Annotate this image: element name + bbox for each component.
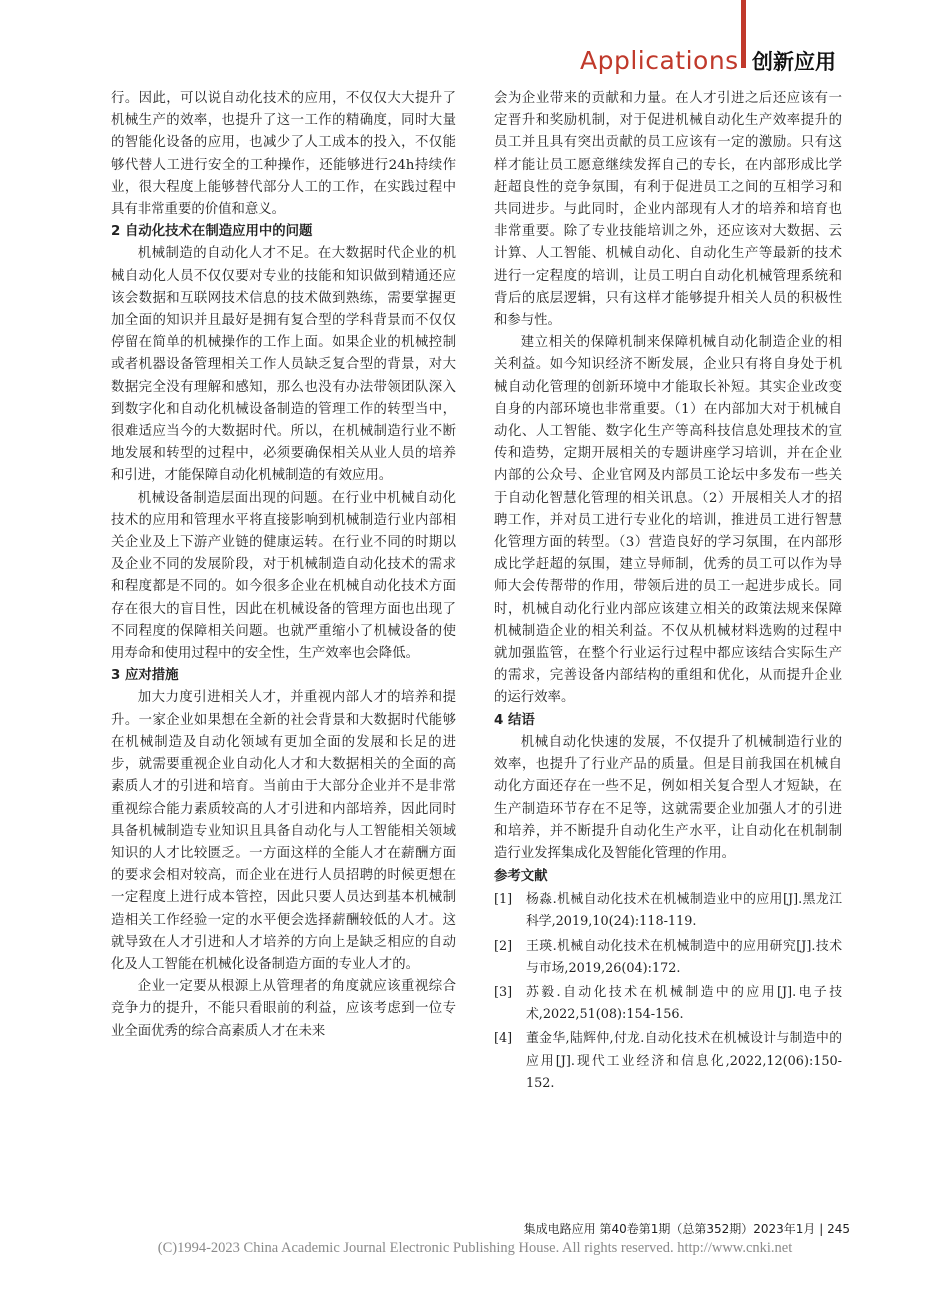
section-3-paragraph-1: 加大力度引进相关人才，并重视内部人才的培养和提升。一家企业如果想在全新的社会背景和大数据时代能够在机械制造及自动化领域有更加全面的发展和长足的进步，就需要重视企业自动化人才和大数据相关的全面的高素质人才的引进和培育。当前由于大部分企业并不是非常重视综合能力素质较高的人才引进和内部培养，因此同时具备机械制造专业知识且具备自动化与人工智能相关领域知识的人才比较匮乏。一方面这样的全能人才在薪酬方面的要求会相对较高，而企业在进行人员招聘的时候更想在一定程度上进行成本管控，因此只要人员达到基本机械制造相关工作经验一定的水平便会选择薪酬较低的人才。这就导致在人才引进和人才培养的方向上是缺乏相应的自动化及人工智能在机械化设备制造方面的专业人才的。 bbox=[111, 690, 456, 972]
copyright-notice: (C)1994-2023 China Academic Journal Electronic Publishing House. All rights reserved. http://www.cnki.net bbox=[157, 1240, 793, 1256]
header-english-title: Applications bbox=[580, 46, 739, 75]
section-2-heading: 2 自动化技术在制造应用中的问题 bbox=[111, 224, 313, 240]
reference-item bbox=[494, 982, 842, 1026]
reference-number: [2] bbox=[494, 938, 513, 954]
left-column bbox=[111, 88, 456, 1043]
references-heading: 参考文献 bbox=[494, 869, 548, 885]
section-3-heading: 3 应对措施 bbox=[111, 668, 179, 684]
paragraph-guarantee-mechanism: 建立相关的保障机制来保障机械自动化制造企业的相关利益。如今知识经济不断发展，企业只有将自身处于机械自动化管理的创新环境中才能取长补短。其实企业改变自身的内部环境也非常重要。（1）在内部加大对于机械自动化、人工智能、数字化生产等高科技信息处理技术的宣传和造势，定期开展相关的专题讲座学习培训，并在企业内部的公众号、企业官网及内部员工论坛中多发布一些关于自动化智慧化管理的相关讯息。（2）开展相关人才的招聘工作，并对员工进行专业化的培训，推进员工进行智慧化管理方面的转型。（3）营造良好的学习氛围，在内部形成比学赶超的氛围，建立导师制，优秀的员工可以作为导师大会传帮带的作用，带领后进的员工一起进步成长。同时，机械自动化行业内部应该建立相关的政策法规来保障机械制造企业的相关利益。不仅从机械材料选购的过程中就加强监管，在整个行业运行过程中都应该结合实际生产的需求，完善设备内部结构的重组和优化，从而提升企业的运行效率。 bbox=[494, 335, 842, 706]
right-column bbox=[494, 88, 842, 1097]
section-2-paragraph-1: 机械制造的自动化人才不足。在大数据时代企业的机械自动化人员不仅仅要对专业的技能和知识做到精通还应该会数据和互联网技术信息的技术做到熟练，需要掌握更加全面的知识并且最好是拥有复合型的学科背景而不仅仅停留在简单的机械操作的工作上面。如果企业的机械控制或者机器设备管理相关工作人员缺乏复合型的背景，对大数据完全没有理解和感知，那么也没有办法带领团队深入到数字化和自动化机械设备制造的管理工作的转型当中，很难适应当今的大数据时代。所以，在机械制造行业不断地发展和转型的过程中，必须要确保相关从业人员的培养和引进，才能保障自动化机械制造的有效应用。 bbox=[111, 246, 456, 484]
header-chinese-title: 创新应用 bbox=[752, 50, 836, 74]
section-3-paragraph-2: 企业一定要从根源上从管理者的角度就应该重视综合竞争力的提升，不能只看眼前的利益，应该考虑到一位专业全面优秀的综合高素质人才在未来 bbox=[111, 979, 456, 1039]
journal-footer: 集成电路应用 第40卷第1期（总第352期）2023年1月 | 245 bbox=[523, 1222, 850, 1236]
reference-item bbox=[494, 1028, 842, 1095]
paragraph-intro-continued: 行。因此，可以说自动化技术的应用，不仅仅大大提升了机械生产的效率，也提升了这一工作的精确度，同时大量的智能化设备的应用，也减少了人工成本的投入，不仅能够代替人工进行安全的工种操作，还能够进行24h持续作业，很大程度上能够替代部分人工的工作，在实践过程中具有非常重要的价值和意义。 bbox=[111, 91, 456, 218]
reference-item bbox=[494, 889, 842, 933]
reference-item bbox=[494, 936, 842, 980]
header-accent-bar bbox=[741, 0, 746, 68]
paragraph-talent-continued: 会为企业带来的贡献和力量。在人才引进之后还应该有一定晋升和奖励机制，对于促进机械自动化生产效率提升的员工并且具有突出贡献的员工应该有一定的激励。只有这样才能让员工愿意继续发挥自己的专长，在内部形成比学赶超良性的竞争氛围，有利于促进员工之间的互相学习和共同进步。与此同时，企业内部现有人才的培养和培育也非常重要。除了专业技能培训之外，还应该对大数据、云计算、人工智能、机械自动化、自动化生产等最新的技术进行一定程度的培训，让员工明白自动化机械管理系统和背后的底层逻辑，只有这样才能够提升相关人员的积极性和参与性。 bbox=[494, 91, 842, 329]
section-2-paragraph-2: 机械设备制造层面出现的问题。在行业中机械自动化技术的应用和管理水平将直接影响到机械制造行业内部相关企业及上下游产业链的健康运转。在行业不同的时期以及企业不同的发展阶段，对于机械制造自动化技术的需求和程度都是不同的。如今很多企业在机械自动化技术方面存在很大的盲目性，因此在机械设备的管理方面也出现了不同程度的保障相关问题。也就严重缩小了机械设备的使用寿命和使用过程中的安全性，生产效率也会降低。 bbox=[111, 490, 456, 662]
reference-number: [4] bbox=[494, 1031, 513, 1047]
page-header bbox=[0, 0, 950, 90]
reference-number: [3] bbox=[494, 984, 513, 1000]
reference-number: [1] bbox=[494, 892, 513, 908]
reference-text: 杨淼.机械自动化技术在机械制造业中的应用[J].黑龙江科学,2019,10(24):118-119. bbox=[526, 892, 842, 930]
section-4-heading: 4 结语 bbox=[494, 712, 535, 728]
reference-text: 王瑛.机械自动化技术在机械制造中的应用研究[J].技术与市场,2019,26(04):172. bbox=[526, 938, 842, 976]
section-4-paragraph-1: 机械自动化快速的发展，不仅提升了机械制造行业的效率，也提升了行业产品的质量。但是目前我国在机械自动化方面还存在一些不足，例如相关复合型人才短缺，在生产制造环节存在不足等，这就需要企业加强人才的引进和培养，并不断提升自动化生产水平，让自动化在机制制造行业发挥集成化及智能化管理的作用。 bbox=[494, 734, 842, 861]
reference-text: 董金华,陆辉仲,付龙.自动化技术在机械设计与制造中的应用[J].现代工业经济和信息化,2022,12(06):150-152. bbox=[526, 1031, 842, 1091]
reference-text: 苏毅.自动化技术在机械制造中的应用[J].电子技术,2022,51(08):154-156. bbox=[526, 984, 842, 1023]
